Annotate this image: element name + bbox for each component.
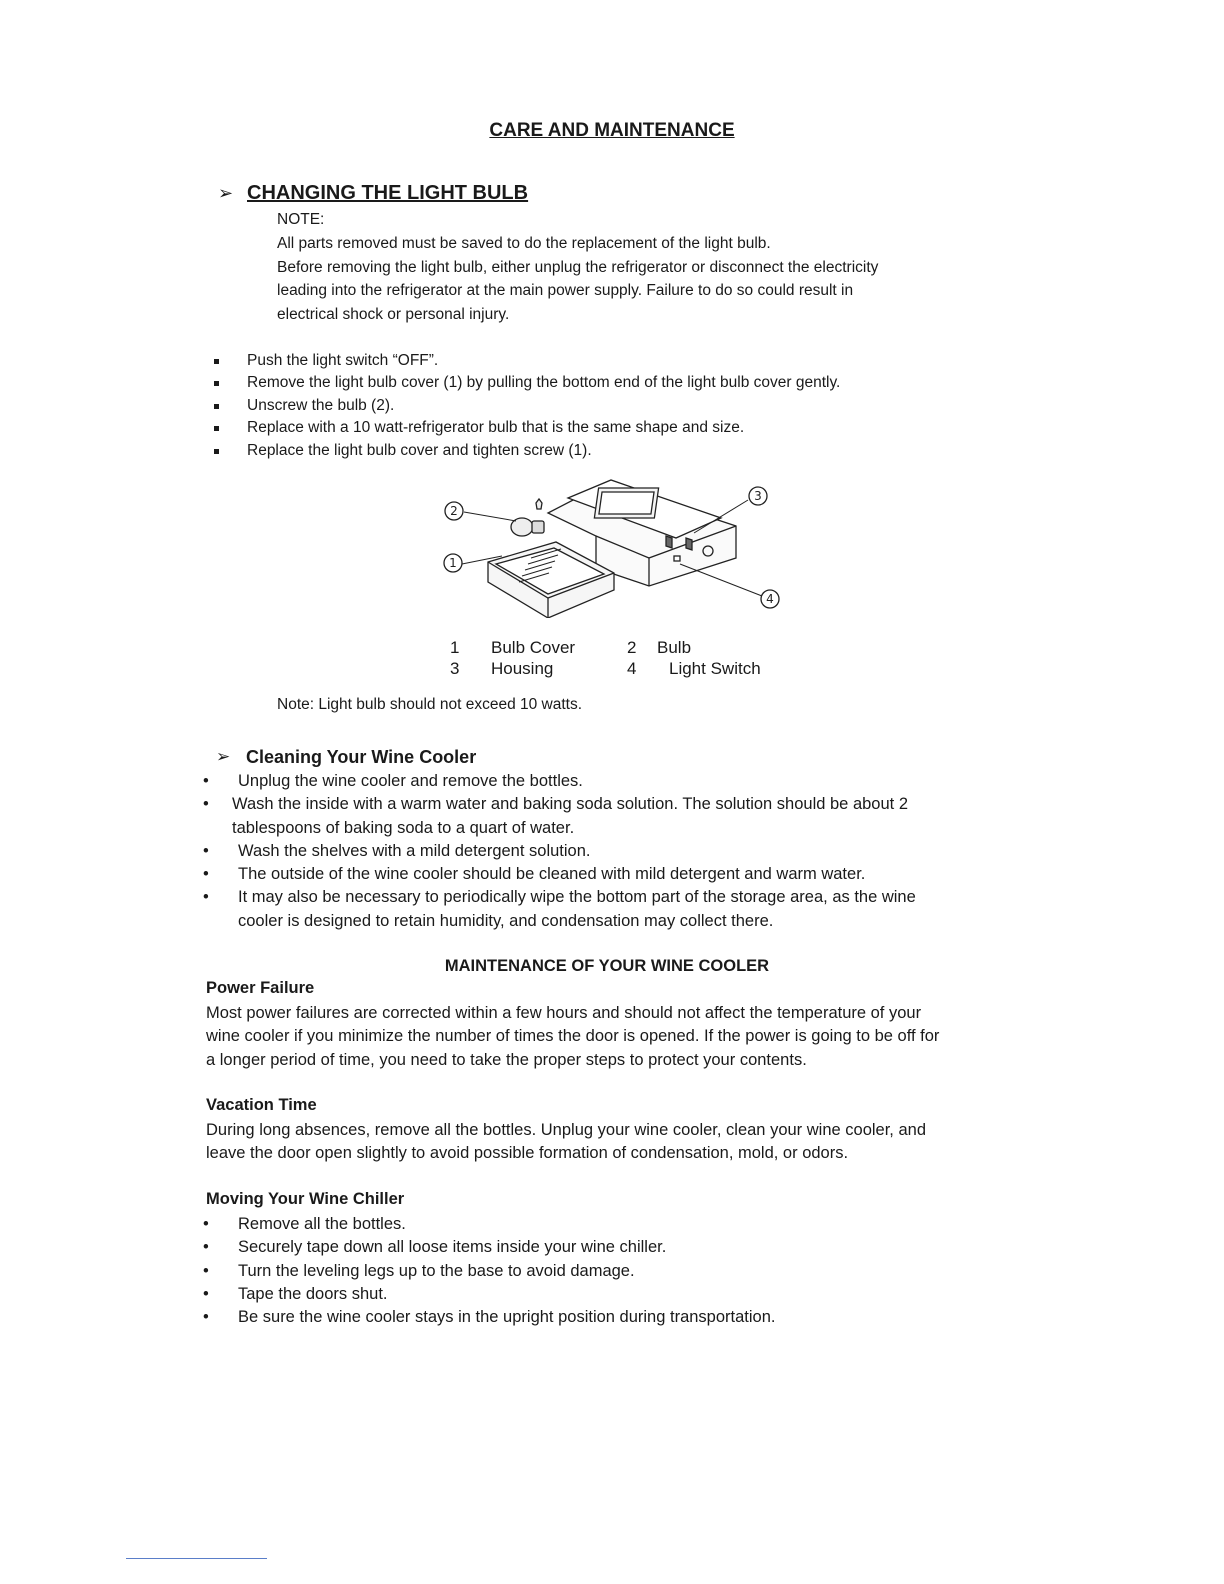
bullet-icon: • [203, 772, 209, 790]
note-line: Before removing the light bulb, either unplug the refrigerator or disconnect the electricity [277, 258, 879, 276]
list-item-text: Tape the doors shut. [238, 1284, 388, 1303]
bulb-steps-list [212, 350, 840, 462]
list-item-text: tablespoons of baking soda to a quart of water. [232, 818, 575, 837]
bullet-icon: • [203, 865, 209, 884]
bulb-cover-shape [488, 542, 614, 618]
list-item-text: Wash the shelves with a mild detergent solution. [238, 841, 591, 860]
list-item: Unscrew the bulb (2). [212, 395, 840, 417]
list-item: Remove the light bulb cover (1) by pulling the bottom end of the light bulb cover gently. [212, 372, 840, 394]
paragraph-line: a longer period of time, you need to take the proper steps to protect your contents. [206, 1050, 807, 1069]
page-title: CARE AND MAINTENANCE [489, 120, 735, 141]
note-line: All parts removed must be saved to do the replacement of the light bulb. [277, 234, 771, 252]
list-item [203, 886, 916, 933]
paragraph-line: wine cooler if you minimize the number of times the door is opened. If the power is going to be off for [206, 1027, 940, 1046]
list-item [203, 840, 916, 863]
diagram-legend [450, 637, 761, 679]
callout-label: 4 [766, 592, 774, 606]
list-item-text: The outside of the wine cooler should be cleaned with mild detergent and warm water. [238, 865, 866, 884]
maintenance-title: MAINTENANCE OF YOUR WINE COOLER [444, 957, 770, 975]
legend-row [450, 658, 761, 679]
legend-label: Bulb Cover [491, 638, 576, 657]
note-label: NOTE: [277, 211, 325, 228]
bullet-icon: • [203, 1284, 209, 1303]
list-item-text: Wash the inside with a warm water and baking soda solution. The solution should be about 2 [232, 795, 908, 814]
list-item [203, 863, 916, 886]
legend-number: 3 [450, 659, 460, 678]
list-item-text: Remove all the bottles. [238, 1215, 406, 1233]
legend-label: Light Switch [669, 659, 761, 678]
bullet-icon: • [203, 1261, 209, 1280]
note-line: electrical shock or personal injury. [277, 306, 510, 324]
bulb-note-block [277, 208, 997, 327]
bullet-icon: • [203, 1215, 209, 1233]
cleaning-section-heading: Cleaning Your Wine Cooler [246, 747, 477, 767]
footer-divider [126, 1558, 267, 1559]
list-item [203, 1236, 775, 1259]
legend-row [450, 637, 761, 658]
vacation-time-text [206, 1119, 926, 1166]
light-bulb-diagram [436, 478, 786, 618]
bullet-icon: • [203, 1308, 209, 1327]
legend-number: 2 [627, 638, 637, 657]
list-item-text: It may also be necessary to periodically wipe the bottom part of the storage area, as the wine [238, 888, 916, 907]
list-item [203, 770, 916, 793]
list-item: Replace the light bulb cover and tighten screw (1). [212, 440, 840, 462]
moving-list [203, 1213, 775, 1329]
list-item [203, 793, 916, 840]
paragraph-line: leave the door open slightly to avoid possible formation of condensation, mold, or odors. [206, 1144, 849, 1163]
legend-label: Bulb [657, 638, 692, 657]
vacation-time-heading: Vacation Time [206, 1096, 317, 1114]
bullet-icon: • [203, 888, 209, 907]
list-item-text: Be sure the wine cooler stays in the upright position during transportation. [238, 1308, 776, 1327]
power-failure-heading: Power Failure [206, 979, 315, 997]
bullet-icon: • [203, 795, 209, 814]
list-item [203, 1283, 775, 1306]
paragraph-line: Most power failures are corrected within a few hours and should not affect the temperature of your [206, 1004, 922, 1022]
callout-label: 2 [450, 504, 458, 518]
section-arrow-icon: ➢ [218, 183, 234, 203]
callout-label: 3 [754, 489, 762, 503]
bulb-section-heading: CHANGING THE LIGHT BULB [247, 182, 529, 204]
section-arrow-icon: ➢ [216, 747, 231, 766]
power-failure-text [206, 1002, 939, 1072]
list-item: Replace with a 10 watt-refrigerator bulb that is the same shape and size. [212, 417, 840, 439]
list-item-text: Unplug the wine cooler and remove the bottles. [238, 772, 583, 790]
legend-label: Housing [491, 659, 554, 678]
list-item [203, 1213, 775, 1236]
moving-heading: Moving Your Wine Chiller [206, 1190, 405, 1208]
paragraph-line: During long absences, remove all the bottles. Unplug your wine cooler, clean your wine cooler, and [206, 1121, 926, 1139]
bulb-wattage-note: Note: Light bulb should not exceed 10 watts. [277, 696, 583, 713]
list-item [203, 1306, 775, 1329]
legend-number: 1 [450, 638, 460, 657]
cleaning-list [203, 770, 916, 933]
note-line: leading into the refrigerator at the main power supply. Failure to do so could result in [277, 282, 854, 300]
bullet-icon: • [203, 841, 209, 860]
list-item: Push the light switch “OFF”. [212, 350, 840, 372]
list-item [203, 1260, 775, 1283]
legend-number: 4 [627, 659, 637, 678]
callout-label: 1 [449, 556, 457, 570]
list-item-text: Securely tape down all loose items inside your wine chiller. [238, 1238, 667, 1257]
bullet-icon: • [203, 1238, 209, 1257]
list-item-text: cooler is designed to retain humidity, and condensation may collect there. [238, 911, 774, 930]
list-item-text: Turn the leveling legs up to the base to avoid damage. [238, 1261, 635, 1280]
